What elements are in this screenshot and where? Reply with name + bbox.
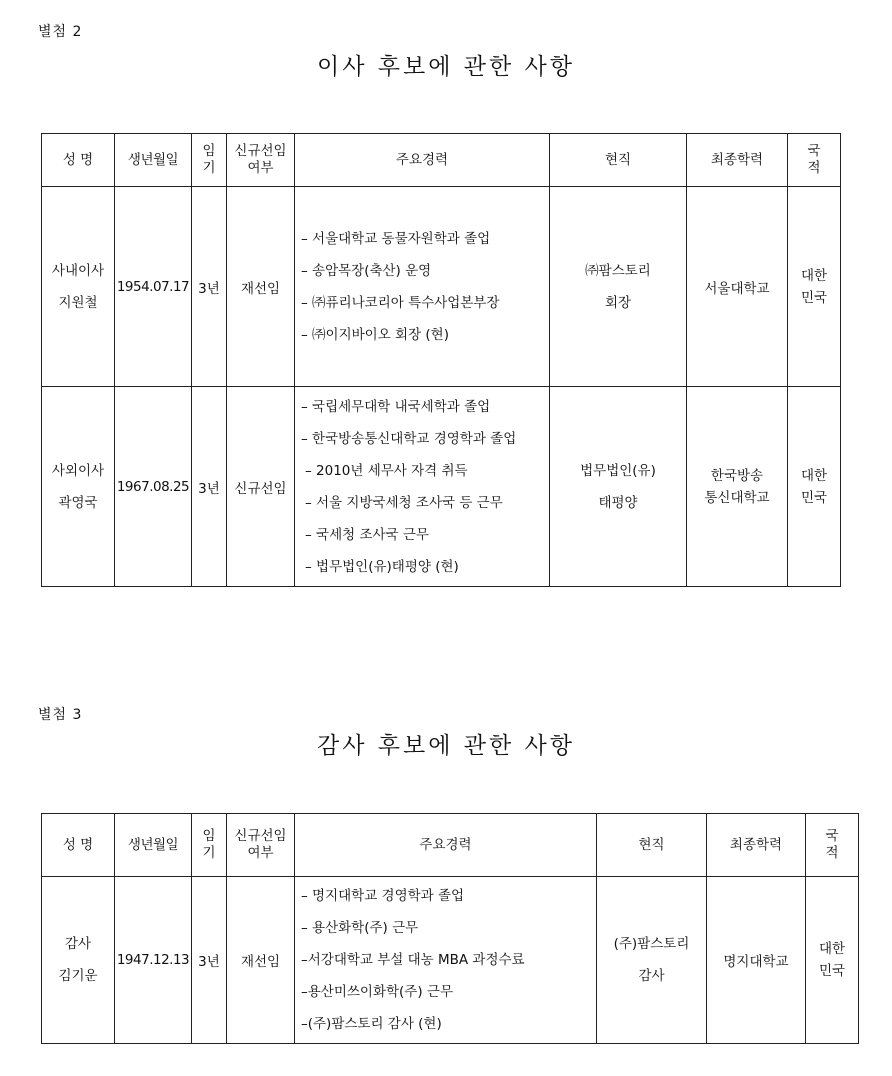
header-current: 현직 (550, 134, 687, 187)
name-cell: 사외이사 곽영국 (42, 387, 115, 587)
attachment-label-2: 별첨 2 (38, 24, 83, 40)
header-career: 주요경력 (295, 814, 597, 877)
attachment-label-3: 별첨 3 (38, 707, 83, 723)
career-item: –서강대학교 부설 대농 MBA 과정수료 (301, 952, 525, 968)
table-header-row (42, 814, 859, 877)
header-name: 성 명 (42, 134, 115, 187)
career-item: – 명지대학교 경영학과 졸업 (301, 888, 465, 904)
current-position-cell: ㈜팜스토리 회장 (550, 187, 687, 387)
header-birth: 생년월일 (115, 814, 192, 877)
director-candidates-table (41, 133, 841, 587)
birth-cell: 1967.08.25 (115, 387, 192, 587)
header-nationality: 국 적 (806, 814, 859, 877)
career-item: – 송암목장(축산) 운영 (301, 262, 432, 279)
current-position-cell: (주)팜스토리 감사 (597, 877, 707, 1044)
career-cell (295, 877, 597, 1044)
career-item: –용산미쓰이화학(주) 근무 (301, 984, 453, 1000)
education-cell: 서울대학교 (687, 187, 788, 387)
career-item: – 국세청 조사국 근무 (305, 526, 429, 543)
header-birth: 생년월일 (115, 134, 192, 187)
career-item: – 서울대학교 동물자원학과 졸업 (301, 230, 491, 247)
name-cell: 감사 김기운 (42, 877, 115, 1044)
term-cell: 3년 (192, 877, 227, 1044)
term-cell: 3년 (192, 387, 227, 587)
career-item: – 한국방송통신대학교 경영학과 졸업 (301, 430, 517, 447)
career-cell (295, 187, 550, 387)
education-cell: 한국방송 통신대학교 (687, 387, 788, 587)
table-header-row (42, 134, 841, 187)
header-career: 주요경력 (295, 134, 550, 187)
career-item: –(주)팜스토리 감사 (현) (301, 1016, 442, 1032)
career-item: – ㈜이지바이오 회장 (현) (301, 326, 449, 343)
status-cell: 신규선임 (227, 387, 295, 587)
auditor-candidates-title: 감사 후보에 관한 사항 (317, 733, 575, 759)
career-cell (295, 387, 550, 587)
birth-cell: 1947.12.13 (115, 877, 192, 1044)
term-cell: 3년 (192, 187, 227, 387)
status-cell: 재선임 (227, 877, 295, 1044)
status-cell: 재선임 (227, 187, 295, 387)
career-item: – 법무법인(유)태평양 (현) (305, 558, 459, 575)
name-cell: 사내이사 지원철 (42, 187, 115, 387)
current-position-cell: 법무법인(유) 태평양 (550, 387, 687, 587)
header-education: 최종학력 (687, 134, 788, 187)
birth-cell: 1954.07.17 (115, 187, 192, 387)
career-item: – 서울 지방국세청 조사국 등 근무 (305, 494, 503, 511)
table-row (42, 877, 859, 1044)
header-nationality: 국 적 (788, 134, 841, 187)
director-candidates-title: 이사 후보에 관한 사항 (317, 54, 575, 80)
header-status: 신규선임 여부 (227, 134, 295, 187)
nationality-cell: 대한 민국 (806, 877, 859, 1044)
header-term: 임 기 (192, 814, 227, 877)
table-row (42, 187, 841, 387)
career-item: – ㈜퓨리나코리아 특수사업본부장 (301, 294, 500, 311)
table-row (42, 387, 841, 587)
career-item: – 국립세무대학 내국세학과 졸업 (301, 398, 491, 415)
career-item: – 용산화학(주) 근무 (301, 920, 419, 936)
header-status: 신규선임 여부 (227, 814, 295, 877)
nationality-cell: 대한 민국 (788, 387, 841, 587)
auditor-candidates-table (41, 813, 859, 1044)
career-item: – 2010년 세무사 자격 취득 (305, 462, 468, 479)
nationality-cell: 대한 민국 (788, 187, 841, 387)
header-education: 최종학력 (707, 814, 806, 877)
header-current: 현직 (597, 814, 707, 877)
header-name: 성 명 (42, 814, 115, 877)
education-cell: 명지대학교 (707, 877, 806, 1044)
header-term: 임 기 (192, 134, 227, 187)
